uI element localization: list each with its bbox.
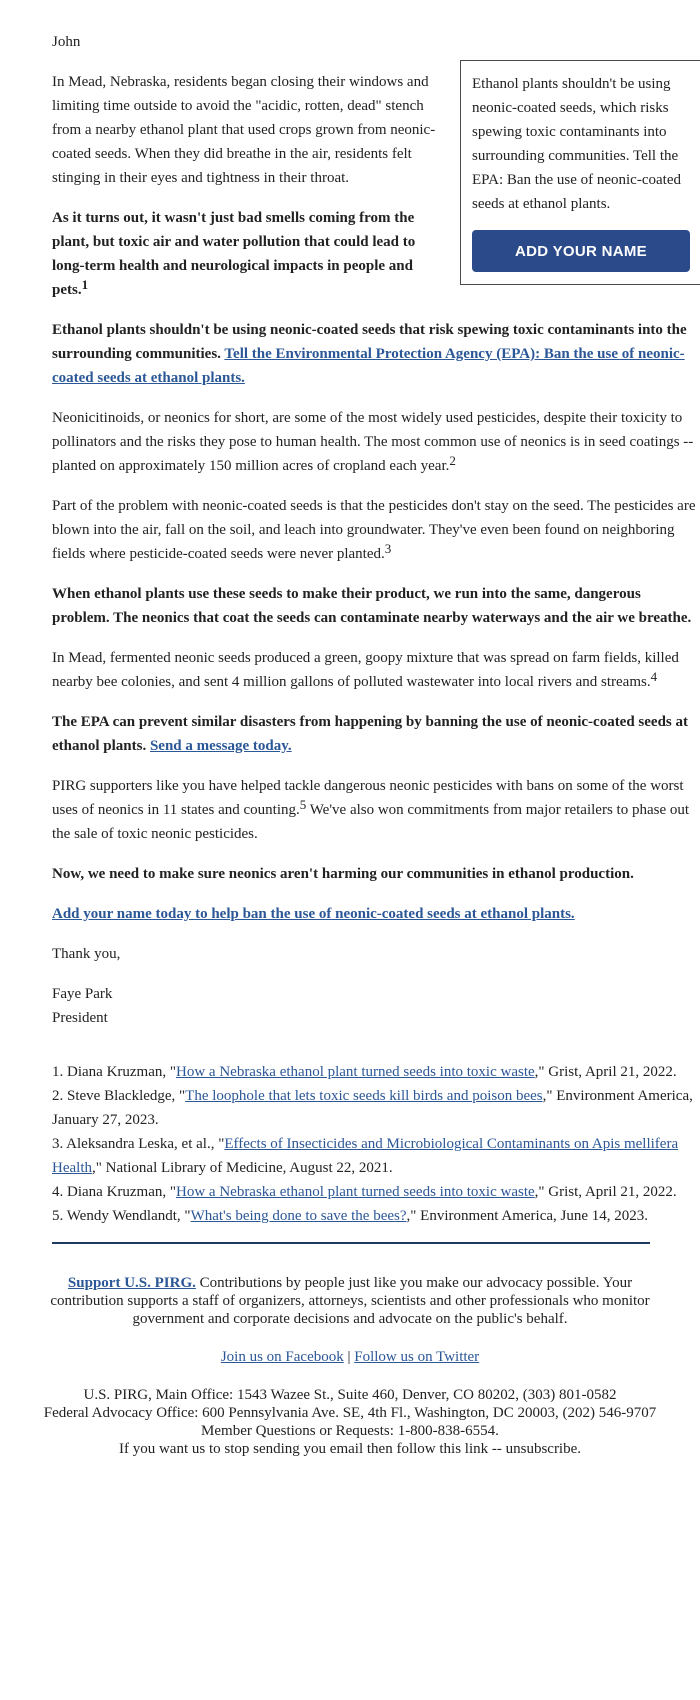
email-body — [52, 30, 700, 1244]
reference-2-link[interactable]: The loophole that lets toxic seeds kill birds and poison bees — [185, 1088, 543, 1104]
reference-1-link[interactable]: How a Nebraska ethanol plant turned seeds into toxic waste — [176, 1064, 535, 1080]
paragraph-2-text: As it turns out, it wasn't just bad smells coming from the plant, but toxic air and water pollution that could lead to long-term health and neurological impacts in people and pets. — [52, 210, 416, 298]
signer-title: President — [52, 1010, 108, 1026]
reference-5-link[interactable]: What's being done to save the bees? — [190, 1208, 407, 1224]
paragraph-1: In Mead, Nebraska, residents began closing their windows and limiting time outside to avoid the "acidic, rotten, dead" stench from a nearby ethanol plant that used crops grown from neonic-coated seeds. When they did breathe in the air, residents felt stinging in their eyes and tightness in their throat. — [52, 74, 436, 186]
support-us-pirg-link[interactable]: Support U.S. PIRG. — [67, 1275, 196, 1291]
petition-callout — [460, 60, 700, 285]
paragraph-8-text: The EPA can prevent similar disasters from happening by banning the use of neonic-coated seeds at ethanol plants. — [52, 714, 689, 754]
reference-1-pre: 1. Diana Kruzman, " — [52, 1064, 176, 1080]
footnote-ref-2: 2 — [449, 453, 456, 468]
reference-3-post: ," National Library of Medicine, August 22, 2021. — [91, 1160, 393, 1176]
signature — [52, 982, 700, 1030]
support-paragraph — [0, 1274, 700, 1328]
paragraph-4 — [52, 406, 700, 478]
twitter-link[interactable]: Follow us on Twitter — [354, 1349, 480, 1365]
references — [52, 1060, 700, 1228]
reference-3-pre: 3. Aleksandra Leska, et al., " — [52, 1136, 225, 1152]
reference-3 — [52, 1132, 700, 1180]
member-questions: Member Questions or Requests: 1-800-838-6554. — [201, 1423, 499, 1439]
closing: Thank you, — [52, 946, 121, 962]
reference-4-pre: 4. Diana Kruzman, " — [52, 1184, 176, 1200]
reference-1 — [52, 1060, 700, 1084]
paragraph-10: Now, we need to make sure neonics aren't harming our communities in ethanol production. — [52, 866, 634, 882]
add-your-name-button[interactable]: ADD YOUR NAME — [472, 230, 690, 272]
reference-2-post: ," Environment America, January 27, 2023. — [52, 1088, 693, 1128]
support-text: Contributions by people just like you make our advocacy possible. Your contribution supports a staff of organizers, attorneys, scientists and other professionals who monitor government and corporate decisions and advocate on the public's behalf. — [50, 1275, 650, 1327]
paragraph-9 — [52, 774, 700, 846]
reference-1-post: ," Grist, April 21, 2022. — [534, 1064, 677, 1080]
footer-divider — [52, 1242, 650, 1244]
social-separator: | — [343, 1349, 355, 1365]
reference-4-post: ," Grist, April 21, 2022. — [534, 1184, 677, 1200]
reference-5-pre: 5. Wendy Wendlandt, " — [52, 1208, 191, 1224]
footer — [0, 1274, 700, 1458]
social-links — [0, 1348, 700, 1366]
paragraph-7 — [52, 646, 700, 694]
add-your-name-link[interactable]: Add your name today to help ban the use of neonic-coated seeds at ethanol plants. — [52, 906, 575, 922]
footnote-ref-5: 5 — [299, 797, 307, 812]
paragraph-3 — [52, 318, 700, 390]
main-office: U.S. PIRG, Main Office: 1543 Wazee St., Suite 460, Denver, CO 80202, (303) 801-0582 — [83, 1387, 617, 1403]
paragraph-11 — [52, 902, 700, 926]
paragraph-5 — [52, 494, 700, 566]
paragraph-9-text: PIRG supporters like you have helped tackle dangerous neonic pesticides with bans on some of the worst uses of neonics in 11 states and counting. — [52, 778, 684, 818]
paragraph-8 — [52, 710, 700, 758]
tell-epa-link[interactable]: Tell the Environmental Protection Agency (EPA): Ban the use of neonic-coated seeds at ethanol plants. — [52, 346, 685, 386]
reference-5-post: ," Environment America, June 14, 2023. — [406, 1208, 649, 1224]
footnote-ref-1: 1 — [81, 277, 89, 292]
paragraph-6: When ethanol plants use these seeds to make their product, we run into the same, dangerous problem. The neonics that coat the seeds can contaminate nearby waterways and the air we breathe. — [52, 586, 692, 626]
reference-2-pre: 2. Steve Blackledge, " — [52, 1088, 186, 1104]
reference-4-link[interactable]: How a Nebraska ethanol plant turned seeds into toxic waste — [176, 1184, 535, 1200]
reference-3-link[interactable]: Effects of Insecticides and Microbiological Contaminants on Apis mellifera Health — [52, 1136, 679, 1176]
paragraph-4-text: Neonicitinoids, or neonics for short, are some of the most widely used pesticides, despite their toxicity to pollinators and the risks they pose to human health. The most common use of neonics is in seed coatings -- planted on approximately 150 million acres of cropland each year. — [52, 410, 694, 474]
federal-office: Federal Advocacy Office: 600 Pennsylvania Ave. SE, 4th Fl., Washington, DC 20003, (202) 546-9707 — [43, 1405, 657, 1421]
reference-4 — [52, 1180, 700, 1204]
callout-text: Ethanol plants shouldn't be using neonic-coated seeds, which risks spewing toxic contaminants into surrounding communities. Tell the EPA: Ban the use of neonic-coated seeds at ethanol plants. — [472, 76, 681, 212]
paragraph-9-tail: We've also won commitments from major retailers to phase out the sale of toxic neonic pesticides. — [52, 802, 690, 842]
send-message-link[interactable]: Send a message today. — [149, 738, 292, 754]
unsubscribe-text[interactable]: If you want us to stop sending you email then follow this link -- unsubscribe. — [118, 1441, 582, 1457]
addresses — [0, 1386, 700, 1458]
footnote-ref-3: 3 — [384, 541, 392, 556]
paragraph-3-text: Ethanol plants shouldn't be using neonic-coated seeds that risk spewing toxic contaminants into the surrounding communities. — [52, 322, 687, 362]
footnote-ref-4: 4 — [650, 669, 658, 684]
greeting: John — [52, 34, 81, 50]
paragraph-7-text: In Mead, fermented neonic seeds produced a green, goopy mixture that was spread on farm fields, killed nearby bee colonies, and sent 4 million gallons of polluted wastewater into local rivers and streams. — [52, 650, 679, 690]
reference-5 — [52, 1204, 700, 1228]
signer-name: Faye Park — [52, 986, 113, 1002]
facebook-link[interactable]: Join us on Facebook — [220, 1349, 344, 1365]
reference-2 — [52, 1084, 700, 1132]
paragraph-5-text: Part of the problem with neonic-coated seeds is that the pesticides don't stay on the seed. The pesticides are blown into the air, fall on the soil, and leach into groundwater. They've even been found on neighboring fields where pesticide-coated seeds were never planted. — [52, 498, 696, 562]
